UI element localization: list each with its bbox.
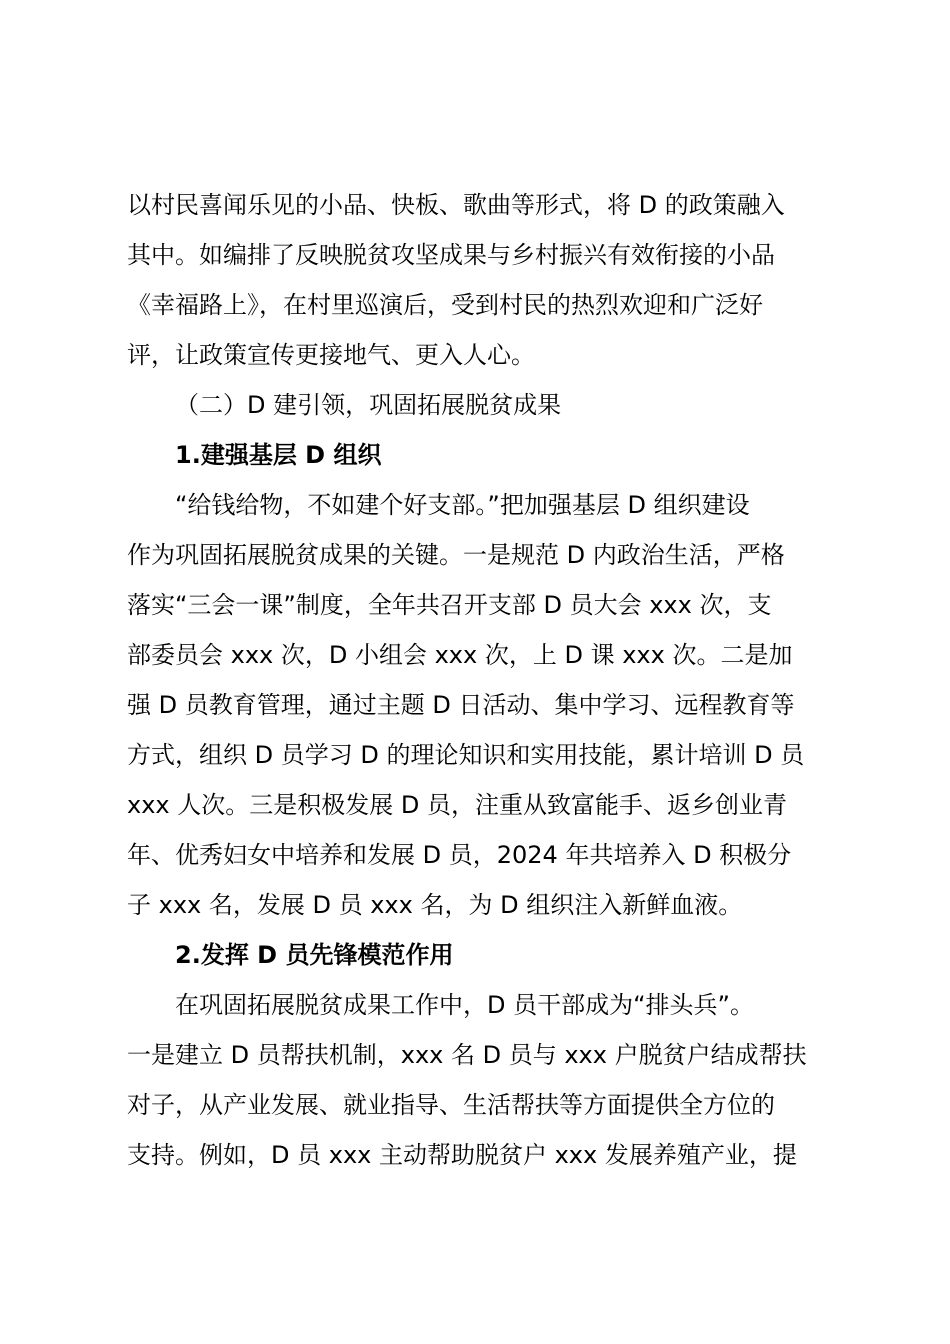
body-text-line: 其中。如编排了反映脱贫攻坚成果与乡村振兴有效衔接的小品: [127, 241, 775, 269]
body-text-line: 落实“三会一课”制度，全年共召开支部 D 员大会 xxx 次，支: [127, 591, 772, 619]
document-body: [127, 180, 837, 1180]
body-text-line: 支持。例如，D 员 xxx 主动帮助脱贫户 xxx 发展养殖产业，提: [127, 1141, 797, 1169]
body-text-line: 部委员会 xxx 次，D 小组会 xxx 次，上 D 课 xxx 次。二是加: [127, 641, 793, 669]
body-text-line: 在巩固拓展脱贫成果工作中，D 员干部成为“排头兵”。: [175, 991, 754, 1019]
body-text-line: 子 xxx 名，发展 D 员 xxx 名，为 D 组织注入新鲜血液。: [127, 891, 743, 919]
body-text-line: 评，让政策宣传更接地气、更入人心。: [127, 341, 535, 369]
subsection-heading: 2.发挥 D 员先锋模范作用: [175, 941, 454, 969]
body-text-line: 作为巩固拓展脱贫成果的关键。一是规范 D 内政治生活，严格: [127, 541, 785, 569]
body-text-line: 对子，从产业发展、就业指导、生活帮扶等方面提供全方位的: [127, 1091, 775, 1119]
body-text-line: xxx 人次。三是积极发展 D 员，注重从致富能手、返乡创业青: [127, 791, 787, 819]
body-text-line: 《幸福路上》，在村里巡演后，受到村民的热烈欢迎和广泛好: [127, 291, 763, 319]
body-text-line: 方式，组织 D 员学习 D 的理论知识和实用技能，累计培训 D 员: [127, 741, 805, 769]
subsection-heading: 1.建强基层 D 组织: [175, 441, 382, 469]
body-text-line: 年、优秀妇女中培养和发展 D 员，2024 年共培养入 D 积极分: [127, 841, 792, 869]
body-text-line: 强 D 员教育管理，通过主题 D 日活动、集中学习、远程教育等: [127, 691, 795, 719]
body-text-line: 一是建立 D 员帮扶机制，xxx 名 D 员与 xxx 户脱贫户结成帮扶: [127, 1041, 807, 1069]
section-heading: （二）D 建引领，巩固拓展脱贫成果: [175, 391, 562, 419]
body-text-line: 以村民喜闻乐见的小品、快板、歌曲等形式，将 D 的政策融入: [127, 191, 785, 219]
body-text-line: “给钱给物，不如建个好支部。”把加强基层 D 组织建设: [175, 491, 750, 519]
